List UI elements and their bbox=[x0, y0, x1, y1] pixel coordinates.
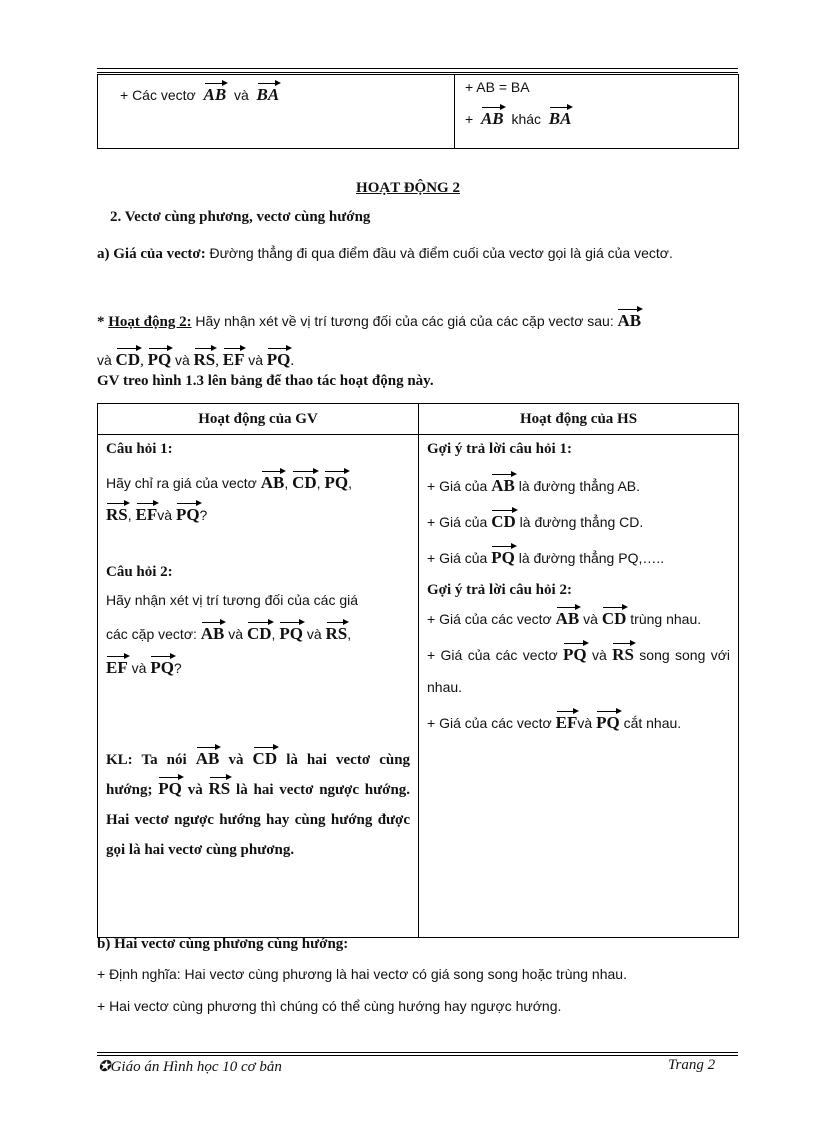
answer-2-title: Gợi ý trả lời câu hỏi 2: bbox=[427, 582, 572, 598]
header-rule bbox=[97, 68, 738, 69]
vector-pq: PQ bbox=[266, 350, 291, 369]
vector-ab: AB bbox=[617, 311, 642, 330]
prev-right-line1: + AB = BA bbox=[465, 79, 530, 95]
vector-rs: RS bbox=[193, 350, 216, 369]
paragraph-vector-support: a) Giá của vectơ: Đường thẳng đi qua điểm đầu và điểm cuối của vectơ gọi là giá của vectơ. bbox=[97, 245, 673, 262]
previous-table-fragment bbox=[97, 74, 739, 149]
part-b-heading: b) Hai vectơ cùng phương cùng hướng: bbox=[97, 936, 349, 952]
vector-ef: EF bbox=[222, 350, 245, 369]
page-number: Trang 2 bbox=[668, 1057, 716, 1073]
footer-rule bbox=[97, 1052, 738, 1053]
vector-ab: AB bbox=[480, 109, 504, 128]
conclusion: KL: Ta nói AB và CD là hai vectơ cùng hướng; PQ và RS là hai vectơ ngược hướng. Hai vectơ ngược hướng hay cùng hướng được gọi là hai vectơ cùng phương. bbox=[106, 749, 411, 858]
footer-rule-inner bbox=[97, 1055, 738, 1056]
question-2-text-2: các cặp vectơ: AB và CD, PQ và RS, bbox=[106, 624, 352, 643]
activity-title: HOẠT ĐỘNG 2 bbox=[356, 180, 460, 196]
note-line: + Hai vectơ cùng phương thì chúng có thể cùng hướng hay ngược hướng. bbox=[97, 998, 562, 1014]
question-1-text: Hãy chỉ ra giá của vectơ AB, CD, PQ, bbox=[106, 473, 352, 492]
answer-1-line-1: + Giá của AB là đường thẳng AB. bbox=[427, 476, 641, 495]
teacher-instruction: GV treo hình 1.3 lên bảng để thao tác hoạt động này. bbox=[97, 373, 434, 389]
question-1-text-2: RS, EFvà PQ? bbox=[106, 505, 208, 524]
prev-right-cell bbox=[455, 75, 739, 149]
activity-2-label: Hoạt động 2: bbox=[108, 314, 192, 330]
activity-2-prompt: * Hoạt động 2: Hãy nhận xét về vị trí tương đối của các giá của các cặp vectơ sau: AB và CD, PQ và RS, EF và PQ. bbox=[97, 311, 642, 369]
answer-1-line-2: + Giá của CD là đường thẳng CD. bbox=[427, 512, 644, 531]
student-column bbox=[419, 435, 739, 938]
vector-pq: PQ bbox=[147, 350, 172, 369]
answer-2-line-3: + Giá của các vectơ EFvà PQ cắt nhau. bbox=[427, 713, 682, 732]
prev-right-line2: + AB khác BA bbox=[465, 109, 572, 128]
answer-1-title: Gợi ý trả lời câu hỏi 1: bbox=[427, 441, 572, 457]
vector-ba: BA bbox=[548, 109, 572, 128]
footer-title: ✪Giáo án Hình học 10 cơ bản bbox=[98, 1059, 282, 1075]
header-teacher: Hoạt động của GV bbox=[98, 404, 419, 435]
question-2-text-3: EF và PQ? bbox=[106, 658, 182, 677]
answer-1-line-3: + Giá của PQ là đường thẳng PQ,….. bbox=[427, 548, 665, 567]
question-1-title: Câu hỏi 1: bbox=[106, 441, 173, 457]
answer-2-line-1: + Giá của các vectơ AB và CD trùng nhau. bbox=[427, 609, 702, 628]
header-student: Hoạt động của HS bbox=[419, 404, 739, 435]
answer-2-line-2: + Giá của các vectơ PQ và RS song song với nhau. bbox=[427, 645, 731, 695]
vector-ba: BA bbox=[256, 85, 280, 104]
question-2-title: Câu hỏi 2: bbox=[106, 564, 173, 580]
vector-ab: AB bbox=[203, 85, 227, 104]
definition-line: + Định nghĩa: Hai vectơ cùng phương là hai vectơ có giá song song hoặc trùng nhau. bbox=[97, 966, 627, 982]
vector-cd: CD bbox=[115, 350, 141, 369]
section-heading: 2. Vectơ cùng phương, vectơ cùng hướng bbox=[110, 209, 371, 225]
prev-left-cell: + Các vectơ AB và BA bbox=[98, 75, 455, 149]
teacher-column bbox=[98, 435, 419, 938]
star-icon: ✪ bbox=[98, 1059, 111, 1075]
activity-table bbox=[97, 403, 739, 938]
header-rule-inner bbox=[97, 72, 738, 73]
question-2-text: Hãy nhận xét vị trí tương đối của các giá bbox=[106, 592, 359, 608]
